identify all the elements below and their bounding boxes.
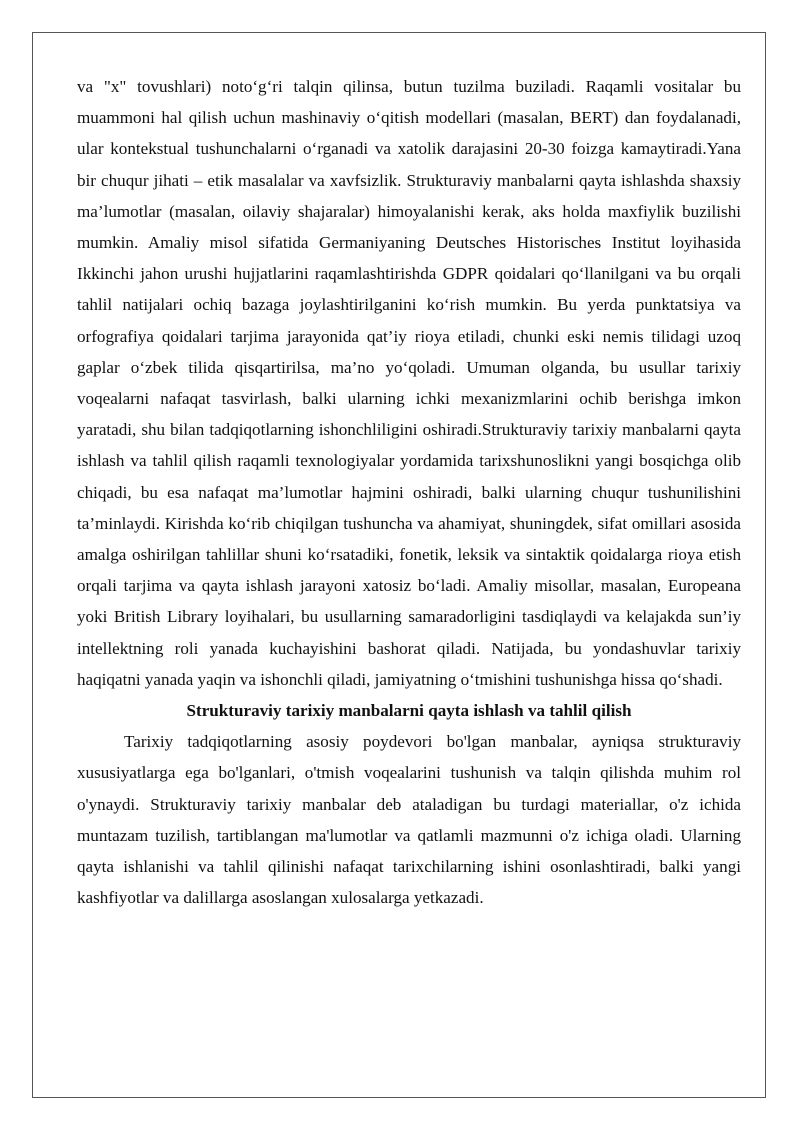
- body-paragraph: Tarixiy tadqiqotlarning asosiy poydevori bo'lgan manbalar, ayniqsa strukturaviy xususiyatlarga ega bo'lganlari, o'tmish voqealarini tushunish va talqin qilishda muhim rol o'ynaydi. Strukturaviy tarixiy manbalar deb ataladigan bu turdagi materiallar, o'z ichida muntazam tuzilish, tartiblangan ma'lumotlar va qatlamli mazmunni o'z ichiga oladi. Ularning qayta ishlanishi va tahlil qilinishi nafaqat tarixchilarning ishini osonlashtiradi, balki yangi kashfiyotlar va dalillarga asoslangan xulosalarga yetkazadi.: [77, 732, 741, 908]
- body-paragraph: va "x" tovushlari) noto‘g‘ri talqin qilinsa, butun tuzilma buziladi. Raqamli vositalar bu muammoni hal qilish uchun mashinaviy o‘qitish modellari (masalan, BERT) dan foydalanadi, ular kontekstual tushunchalarni o‘rganadi va xatolik darajasini 20-30 foizga kamaytiradi.Yana bir chuqur jihati – etik masalalar va xavfsizlik. Strukturaviy manbalarni qayta ishlashda shaxsiy ma’lumotlar (masalan, oilaviy shajaralar) himoyalanishi kerak, aks holda maxfiylik buzilishi mumkin. Amaliy misol sifatida Germaniyaning Deutsches Historisches Institut loyihasida Ikkinchi jahon urushi hujjatlarini raqamlashtirishda GDPR qoidalari qo‘llanilgani va bu orqali tahlil natijalari ochiq bazaga joylashtirilganini ko‘rish mumkin. Bu yerda punktatsiya va orfografiya qoidalari tarjima jarayonida qat’iy rioya etiladi, chunki eski nemis tilidagi uzoq gaplar o‘zbek tilida qisqartirilsa, ma’no yo‘qoladi. Umuman olganda, bu usullar tarixiy voqealarni nafaqat tasvirlash, balki ularning ichki mexanizmlarini ochib berishga imkon yaratadi, shu bilan tadqiqotlarning ishonchliligini oshiradi.Strukturaviy tarixiy manbalarni qayta ishlash va tahlil qilish raqamli texnologiyalar yordamida tarixshunoslikni yangi bosqichga olib chiqadi, bu esa nafaqat ma’lumotlar hajmini oshiradi, balki ularning chuqur tushunilishini ta’minlaydi. Kirishda ko‘rib chiqilgan tushuncha va ahamiyat, shuningdek, sifat omillari asosida amalga oshirilgan tahlillar shuni ko‘rsatadiki, fonetik, leksik va sintaktik qoidalarga rioya etish orqali tarjima va qayta ishlash jarayoni xatosiz bo‘ladi. Amaliy misollar, masalan, Europeana yoki British Library loyihalari, bu usullarning samaradorligini tasdiqlaydi va kelajakda sun’iy intellektning roli yanada kuchayishini bashorat qiladi. Natijada, bu yondashuvlar tarixiy haqiqatni yanada yaqin va ishonchli qiladi, jamiyatning o‘tmishini tushunishga hissa qo‘shadi.: [77, 77, 741, 689]
- section-heading: Strukturaviy tarixiy manbalarni qayta ishlash va tahlil qilish: [186, 701, 632, 721]
- document-body: [77, 71, 741, 913]
